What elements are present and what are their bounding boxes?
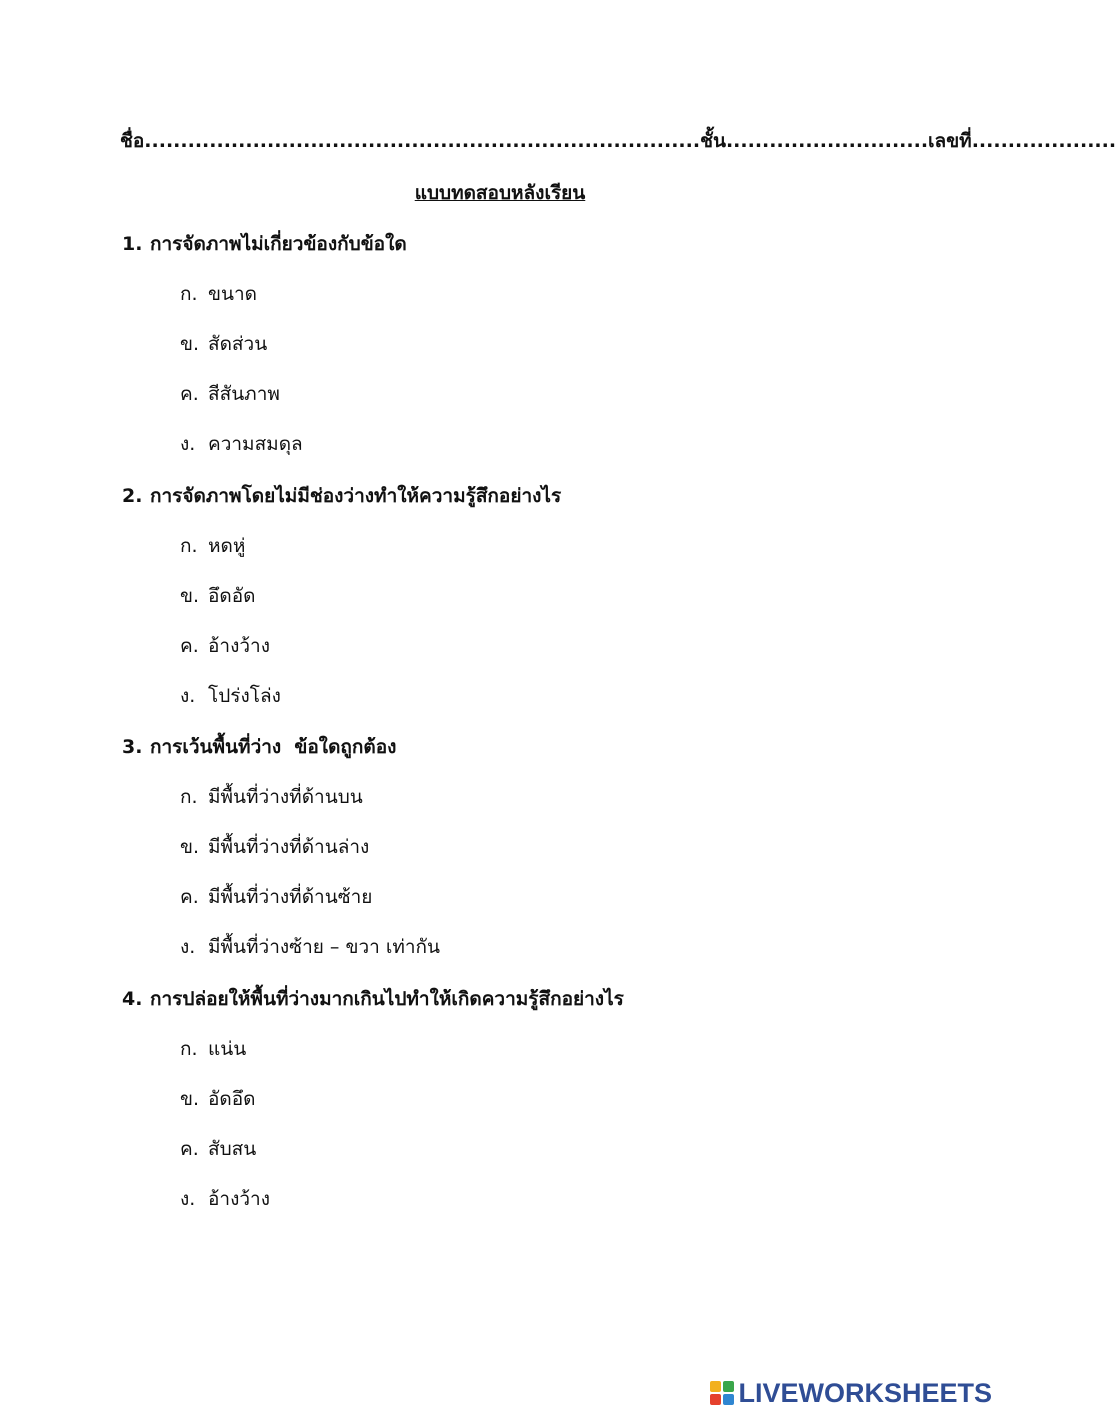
q2-option-c[interactable] (180, 631, 270, 661)
option-letter: ก. (180, 535, 198, 557)
option-letter: ข. (180, 836, 200, 858)
q4-option-a[interactable] (180, 1034, 246, 1064)
q1-option-d[interactable] (180, 429, 303, 459)
question-text: การจัดภาพโดยไม่มีช่องว่างทำให้ความรู้สึกอย่างไร (150, 485, 562, 507)
option-text: สีสันภาพ (208, 383, 280, 405)
option-letter: ข. (180, 1088, 200, 1110)
q1-option-b[interactable] (180, 329, 267, 359)
option-letter: ก. (180, 283, 198, 305)
option-text: โปร่งโล่ง (208, 685, 281, 707)
question-2 (122, 481, 922, 511)
q3-option-d[interactable] (180, 932, 440, 962)
logo-tile (723, 1381, 734, 1392)
option-text: มีพื้นที่ว่างที่ด้านบน (208, 786, 363, 808)
q2-option-b[interactable] (180, 581, 256, 611)
option-letter: ง. (180, 685, 196, 707)
option-text: อึดอัด (208, 585, 256, 607)
option-letter: ค. (180, 383, 199, 405)
option-text: หดหู่ (208, 535, 246, 557)
option-letter: ค. (180, 635, 199, 657)
question-number: 1. (122, 233, 143, 255)
liveworksheets-logo[interactable] (710, 1376, 992, 1410)
option-text: อัดอึด (208, 1088, 256, 1110)
brand-name: LIVEWORKSHEETS (738, 1377, 992, 1408)
logo-tile (710, 1394, 721, 1405)
option-letter: ก. (180, 1038, 198, 1060)
question-number: 2. (122, 485, 143, 507)
option-text: แน่น (208, 1038, 247, 1060)
q3-option-a[interactable] (180, 782, 363, 812)
option-text: อ้างว้าง (208, 1188, 270, 1210)
option-letter: ง. (180, 936, 196, 958)
logo-tile (710, 1381, 721, 1392)
q4-option-c[interactable] (180, 1134, 256, 1164)
option-text: อ้างว้าง (208, 635, 270, 657)
q4-option-d[interactable] (180, 1184, 270, 1214)
option-letter: ง. (180, 433, 196, 455)
q2-option-d[interactable] (180, 681, 281, 711)
question-number: 3. (122, 736, 143, 758)
option-text: สัดส่วน (208, 333, 268, 355)
logo-tile (723, 1394, 734, 1405)
option-text: สับสน (208, 1138, 257, 1160)
option-letter: ค. (180, 886, 199, 908)
option-letter: ค. (180, 1138, 199, 1160)
question-number: 4. (122, 988, 143, 1010)
option-text: มีพื้นที่ว่างที่ด้านซ้าย (208, 886, 373, 908)
question-3 (122, 732, 922, 762)
question-text: การจัดภาพไม่เกี่ยวข้องกับข้อใด (150, 233, 407, 255)
question-4 (122, 984, 922, 1014)
q4-option-b[interactable] (180, 1084, 256, 1114)
option-letter: ง. (180, 1188, 196, 1210)
student-info-line: ชื่อ.............................................................................ชั้น............................เลขที่.................... (120, 130, 1116, 152)
option-text: มีพื้นที่ว่างที่ด้านล่าง (208, 836, 370, 858)
option-text: มีพื้นที่ว่างซ้าย – ขวา เท่ากัน (208, 936, 440, 958)
option-letter: ข. (180, 333, 200, 355)
option-text: ความสมดุล (208, 433, 303, 455)
q2-option-a[interactable] (180, 531, 245, 561)
q3-option-c[interactable] (180, 882, 372, 912)
question-text: การปล่อยให้พื้นที่ว่างมากเกินไปทำให้เกิดความรู้สึกอย่างไร (150, 988, 624, 1010)
page-title: แบบทดสอบหลังเรียน (414, 182, 586, 204)
q1-option-c[interactable] (180, 379, 280, 409)
q3-option-b[interactable] (180, 832, 369, 862)
option-letter: ข. (180, 585, 200, 607)
q1-option-a[interactable] (180, 279, 257, 309)
question-1 (122, 229, 922, 259)
option-text: ขนาด (208, 283, 257, 305)
question-text: การเว้นพื้นที่ว่าง ข้อใดถูกต้อง (150, 736, 397, 758)
option-letter: ก. (180, 786, 198, 808)
liveworksheets-logo-icon (710, 1381, 734, 1405)
